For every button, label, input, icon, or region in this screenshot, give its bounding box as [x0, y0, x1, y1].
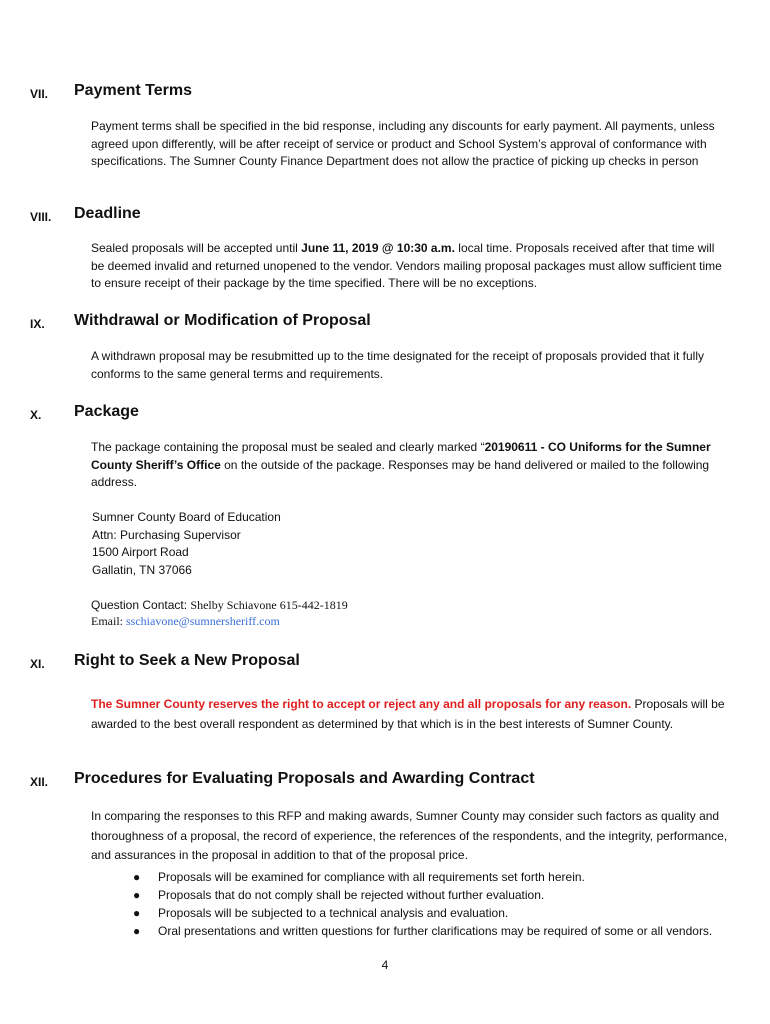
deadline-date: June 11, 2019 @ 10:30 a.m. — [301, 241, 455, 255]
procedures-text: In comparing the responses to this RFP and making awards, Sumner County may consider such factors as quality and thoroughness of a proposal, the record of experience, the references of the respondents, and the integrity, performance, and assurances in the proposal in addition to that of the proposal price. — [91, 809, 728, 862]
list-item: ● Proposals that do not comply shall be rejected without further evaluation. — [133, 888, 545, 902]
section-number: VII. — [30, 87, 49, 101]
email-label: Email: — [91, 614, 126, 628]
bullet-icon: ● — [133, 888, 141, 902]
package-text: The package containing the proposal must be sealed and clearly marked “20190611 - CO Uniforms for the Sumner County Sheriff’s Office on the outside of the package. Responses may be hand delivered or mailed to the following address. — [91, 440, 711, 489]
bullet-icon: ● — [133, 906, 141, 920]
section-heading: Withdrawal or Modification of Proposal — [74, 312, 371, 329]
evaluation-bullets — [133, 868, 733, 940]
section-number: VIII. — [30, 210, 52, 224]
section-heading: Procedures for Evaluating Proposals and Awarding Contract — [74, 770, 535, 787]
package-marking: 20190611 - CO Uniforms for the Sumner County Sheriff’s Office — [91, 440, 711, 472]
list-item: ● Proposals will be subjected to a technical analysis and evaluation. — [133, 906, 509, 920]
bullet-icon: ● — [133, 924, 141, 938]
address-line: Sumner County Board of Education — [92, 510, 281, 524]
section-heading: Deadline — [74, 205, 141, 222]
deadline-text: Sealed proposals will be accepted until June 11, 2019 @ 10:30 a.m. local time. Proposals received after that time will be deemed invalid and returned unopened to the vendor. Vendors mailing proposal packages must allow sufficient time to ensure receipt of their package by the time specified. There will be no exceptions. — [91, 241, 722, 290]
list-item: ● Oral presentations and written questions for further clarifications may be required of some or all vendors. — [133, 924, 713, 938]
section-number: XII. — [30, 775, 49, 789]
address-line: Attn: Purchasing Supervisor — [92, 527, 241, 542]
address-line: 1500 Airport Road — [92, 545, 189, 559]
withdrawal-text: A withdrawn proposal may be resubmitted up to the time designated for the receipt of proposals provided that it fully conforms to the same general terms and requirements. — [91, 349, 705, 381]
section-heading: Payment Terms — [74, 82, 192, 99]
payment-terms-text: Payment terms shall be specified in the bid response, including any discounts for early payment. All payments, unless agreed upon differently, will be after receipt of service or product and School System’s approval of conformance with specifications. The Sumner County Finance Department does not allow the practice of picking up checks in person — [91, 119, 715, 168]
section-number: IX. — [30, 317, 45, 331]
bullet-icon: ● — [133, 870, 141, 884]
section-heading: Package — [74, 403, 139, 420]
page-number: 4 — [381, 958, 389, 972]
section-number: XI. — [30, 657, 45, 671]
email-link[interactable]: sschiavone@sumnersheriff.com — [126, 614, 280, 628]
question-contact — [91, 597, 348, 629]
mailing-address — [92, 509, 281, 579]
contact-label: Question Contact: — [91, 598, 191, 612]
address-line: Gallatin, TN 37066 — [92, 562, 192, 577]
list-item: ● Proposals will be examined for compliance with all requirements set forth herein. — [133, 870, 585, 884]
right-to-seek-text: The Sumner County reserves the right to accept or reject any and all proposals for any reason. Proposals will be awarded to the best overall respondent as determined by that which is in the best interests of Sumner County. — [91, 697, 725, 731]
section-number: X. — [30, 408, 42, 422]
contact-value: Shelby Schiavone 615-442-1819 — [190, 598, 348, 612]
reservation-statement: The Sumner County reserves the right to accept or reject any and all proposals for any reason. — [91, 697, 632, 711]
section-heading: Right to Seek a New Proposal — [74, 652, 300, 669]
